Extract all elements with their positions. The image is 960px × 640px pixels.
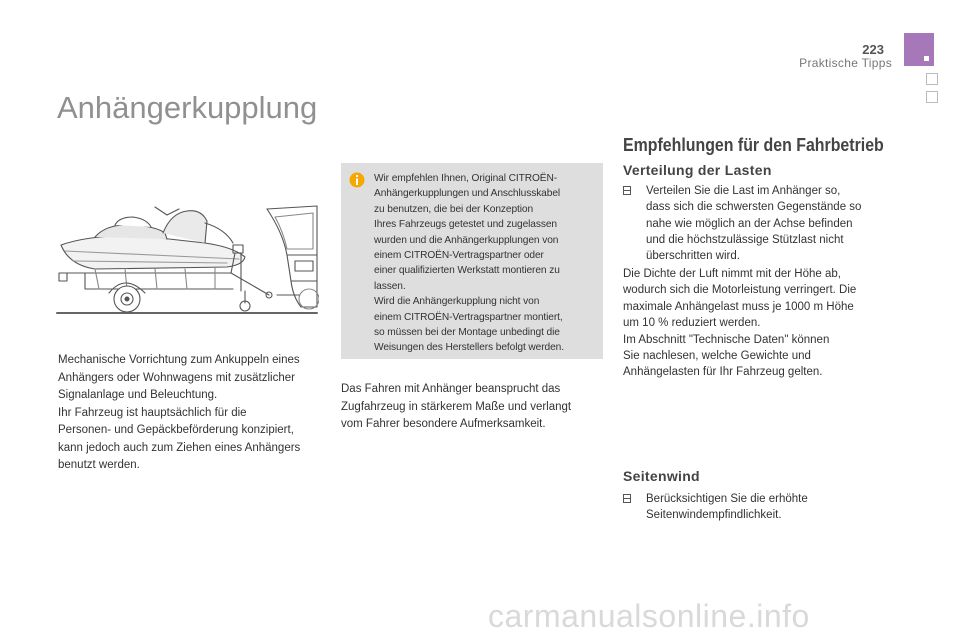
page-number: 223 (862, 42, 884, 57)
chapter-tab-empty (926, 73, 938, 85)
checkbox-icon (623, 492, 631, 501)
trailer-illustration (55, 203, 319, 321)
list-item (623, 183, 893, 264)
list-item (623, 491, 893, 524)
section-label: Praktische Tipps (799, 56, 892, 70)
intro-paragraph: Mechanische Vorrichtung zum Ankuppeln eines Anhängers oder Wohnwagens mit zusätzlicher Signalanlage und Beleuchtung. Ihr Fahrzeug ist hauptsächlich für die Personen- und Gepäckbeförderung konzipiert, kann jedoch auch zum Ziehen eines Anhängers benutzt werden. (58, 354, 301, 471)
load-distribution-heading: Verteilung der Lasten (623, 162, 772, 178)
recommendations-heading: Empfehlungen für den Fahrbetrieb (623, 134, 884, 155)
altitude-paragraph: Die Dichte der Luft nimmt mit der Höhe ab, wodurch sich die Motorleistung verringert. Die maximale Anhängelast muss je 1000 m Höhe um 10 % reduziert werden. Im Abschnitt "Technische Daten" können Sie nachlesen, welche Gewichte und Anhängelasten für Ihr Fahrzeug gelten. (623, 268, 857, 379)
page-title: Anhängerkupplung (57, 90, 318, 125)
load-bullet-text: Verteilen Sie die Last im Anhänger so, dass sich die schwersten Gegenstände so nahe wie möglich an der Achse befinden und die höchstzulässige Stützlast nicht überschritten wird. (646, 185, 862, 263)
checkbox-icon (623, 184, 631, 193)
chapter-tab-empty (926, 91, 938, 103)
chapter-tab (904, 33, 934, 66)
info-text: Wir empfehlen Ihnen, Original CITROËN- Anhängerkupplungen und Anschlusskabel zu benutzen, die bei der Konzeption Ihres Fahrzeugs getestet und zugelassen wurden und die Anhängerkupplungen von einem CITROËN-Vertragspartner oder einer qualifizierten Werkstatt montieren zu lassen. Wird die Anhängerkupplung nicht von einem CITROËN-Vertragspartner montiert, so müssen bei der Montage unbedingt die Weisungen des Herstellers befolgt werden. (374, 173, 564, 354)
info-box (341, 163, 603, 359)
wind-bullet-text: Berücksichtigen Sie die erhöhte Seitenwindempfindlichkeit. (646, 493, 808, 522)
watermark: carmanualsonline.info (488, 598, 810, 634)
info-icon (349, 172, 365, 188)
crosswind-heading: Seitenwind (623, 468, 700, 484)
tab-marker-icon (924, 56, 929, 61)
towing-note: Das Fahren mit Anhänger beansprucht das Zugfahrzeug in stärkerem Maße und verlangt vom Fahrer besondere Aufmerksamkeit. (341, 383, 572, 430)
